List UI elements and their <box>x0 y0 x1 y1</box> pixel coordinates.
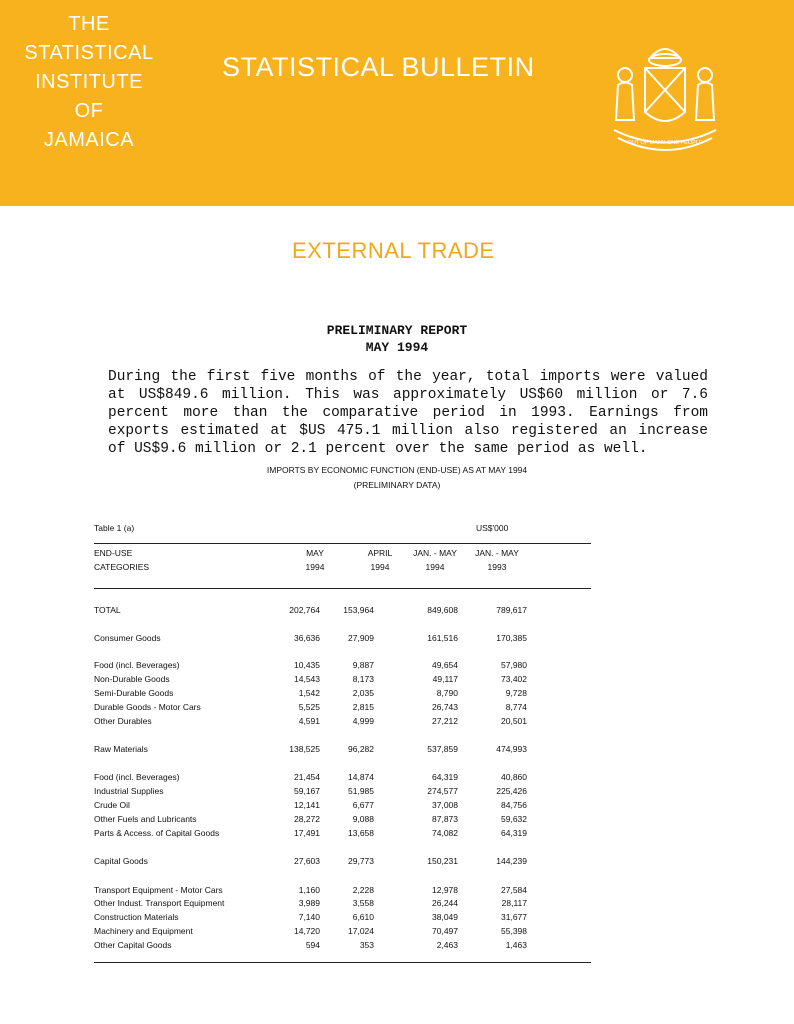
row-label: Transport Equipment - Motor Cars <box>94 885 223 895</box>
row-value: 36,636 <box>294 633 320 643</box>
row-value: 84,756 <box>501 800 527 810</box>
row-label: Other Capital Goods <box>94 940 172 950</box>
row-value: 789,617 <box>496 605 527 615</box>
institute-name <box>14 10 164 155</box>
row-label: Parts & Access. of Capital Goods <box>94 828 220 838</box>
row-value: 1,463 <box>505 940 527 950</box>
row-value: 274,577 <box>427 786 458 796</box>
row-value: 96,282 <box>348 744 374 754</box>
row-value: 21,454 <box>294 772 320 782</box>
row-value: 8,790 <box>436 688 458 698</box>
row-label: Crude Oil <box>94 800 130 810</box>
row-label: Food (incl. Beverages) <box>94 660 180 670</box>
row-value: 12,141 <box>294 800 320 810</box>
row-value: 1,160 <box>298 885 320 895</box>
row-value: 40,860 <box>501 772 527 782</box>
report-title-line: PRELIMINARY REPORT <box>326 323 468 338</box>
coat-of-arms-icon <box>600 30 730 160</box>
row-value: 27,909 <box>348 633 374 643</box>
row-value: 7,140 <box>298 912 320 922</box>
row-value: 849,608 <box>427 605 458 615</box>
row-value: 37,008 <box>432 800 458 810</box>
table-rule-top <box>94 543 591 544</box>
header-col-line: 1994 <box>305 562 325 572</box>
row-value: 26,244 <box>432 898 458 908</box>
header-end-use <box>94 546 149 574</box>
row-value: 474,993 <box>496 744 527 754</box>
row-value: 14,543 <box>294 674 320 684</box>
row-value: 70,497 <box>432 926 458 936</box>
intro-paragraph: During the first five months of the year, total imports were valued at US$849.6 million. This was approximately US$60 million or 7.6 percent more than the comparative period in 1993. Earnings from exports estimated at $US 475.1 million also registered an increase of US$9.6 million or 2.1 percent over the same period as well. <box>108 369 708 457</box>
row-value: 64,319 <box>432 772 458 782</box>
row-value: 1,542 <box>298 688 320 698</box>
row-value: 57,980 <box>501 660 527 670</box>
section-title: EXTERNAL TRADE <box>292 238 495 263</box>
row-value: 49,654 <box>432 660 458 670</box>
row-value: 138,525 <box>289 744 320 754</box>
row-label: Other Durables <box>94 716 152 726</box>
row-label: TOTAL <box>94 605 121 615</box>
row-value: 38,049 <box>432 912 458 922</box>
header-col-may-1994 <box>280 546 350 574</box>
row-value: 2,228 <box>352 885 374 895</box>
row-label: Capital Goods <box>94 856 148 866</box>
row-value: 64,319 <box>501 828 527 838</box>
row-value: 29,773 <box>348 856 374 866</box>
row-value: 27,584 <box>501 885 527 895</box>
table-rule-bottom <box>94 962 591 963</box>
report-title <box>0 322 794 356</box>
row-value: 12,978 <box>432 885 458 895</box>
row-value: 13,658 <box>348 828 374 838</box>
row-value: 161,516 <box>427 633 458 643</box>
bulletin-title: STATISTICAL BULLETIN <box>222 52 535 82</box>
row-value: 4,591 <box>298 716 320 726</box>
institute-line: INSTITUTE <box>35 71 143 93</box>
header-col-line: 1993 <box>487 562 507 572</box>
institute-line: OF <box>74 100 104 122</box>
institute-line: THE <box>68 13 110 35</box>
row-value: 3,989 <box>298 898 320 908</box>
row-value: 8,173 <box>352 674 374 684</box>
table-caption-sub: (PRELIMINARY DATA) <box>353 480 441 490</box>
row-value: 49,117 <box>432 674 458 684</box>
institute-line: STATISTICAL <box>24 42 154 64</box>
row-value: 10,435 <box>294 660 320 670</box>
row-value: 59,632 <box>501 814 527 824</box>
row-value: 74,082 <box>432 828 458 838</box>
row-value: 9,887 <box>352 660 374 670</box>
row-value: 153,964 <box>343 605 374 615</box>
row-label: Durable Goods - Motor Cars <box>94 702 201 712</box>
row-value: 170,385 <box>496 633 527 643</box>
row-value: 8,774 <box>505 702 527 712</box>
row-value: 9,728 <box>505 688 527 698</box>
row-value: 225,426 <box>496 786 527 796</box>
row-value: 17,491 <box>294 828 320 838</box>
row-value: 14,720 <box>294 926 320 936</box>
row-value: 353 <box>359 940 374 950</box>
row-label: Consumer Goods <box>94 633 161 643</box>
row-value: 537,859 <box>427 744 458 754</box>
row-label: Industrial Supplies <box>94 786 164 796</box>
row-value: 9,088 <box>352 814 374 824</box>
table-unit: US$'000 <box>476 523 509 533</box>
row-value: 20,501 <box>501 716 527 726</box>
row-value: 14,874 <box>348 772 374 782</box>
header-col-line: JAN. - MAY <box>475 548 519 558</box>
row-value: 594 <box>305 940 320 950</box>
row-value: 2,463 <box>436 940 458 950</box>
row-value: 55,398 <box>501 926 527 936</box>
row-value: 2,035 <box>352 688 374 698</box>
table-caption <box>0 463 794 493</box>
row-value: 17,024 <box>348 926 374 936</box>
row-value: 31,677 <box>501 912 527 922</box>
row-value: 59,167 <box>294 786 320 796</box>
row-label: Other Indust. Transport Equipment <box>94 898 225 908</box>
header-band <box>0 0 794 206</box>
row-label: Semi-Durable Goods <box>94 688 174 698</box>
header-col-line: APRIL <box>367 548 393 558</box>
row-value: 6,677 <box>352 800 374 810</box>
row-label: Non-Durable Goods <box>94 674 170 684</box>
header-label-line: END-USE <box>94 548 133 558</box>
header-col-jan-may-1993 <box>462 546 532 574</box>
row-value: 5,525 <box>298 702 320 712</box>
row-label: Machinery and Equipment <box>94 926 193 936</box>
header-col-jan-may-1994 <box>400 546 470 574</box>
table-caption-title: IMPORTS BY ECONOMIC FUNCTION (END-USE) AS AT MAY 1994 <box>266 465 528 475</box>
row-value: 87,873 <box>432 814 458 824</box>
row-value: 28,117 <box>501 898 527 908</box>
row-label: Other Fuels and Lubricants <box>94 814 197 824</box>
row-label: Food (incl. Beverages) <box>94 772 180 782</box>
table-rule-header <box>94 588 591 589</box>
row-value: 26,743 <box>432 702 458 712</box>
row-value: 202,764 <box>289 605 320 615</box>
row-label: Raw Materials <box>94 744 148 754</box>
row-value: 4,999 <box>352 716 374 726</box>
header-col-line: MAY <box>306 548 324 558</box>
row-value: 6,610 <box>352 912 374 922</box>
row-value: 27,603 <box>294 856 320 866</box>
row-value: 3,558 <box>352 898 374 908</box>
row-value: 27,212 <box>432 716 458 726</box>
row-value: 2,815 <box>352 702 374 712</box>
row-value: 28,272 <box>294 814 320 824</box>
table-ref: Table 1 (a) <box>94 523 135 533</box>
row-value: 73,402 <box>501 674 527 684</box>
header-col-line: JAN. - MAY <box>413 548 457 558</box>
row-label: Construction Materials <box>94 912 179 922</box>
row-value: 144,239 <box>496 856 527 866</box>
header-label-line: CATEGORIES <box>94 562 150 572</box>
row-value: 51,985 <box>348 786 374 796</box>
motto: OUT OF MANY ONE PEOPLE <box>627 140 703 146</box>
row-value: 150,231 <box>427 856 458 866</box>
header-col-line: 1994 <box>425 562 445 572</box>
header-col-line: 1994 <box>370 562 390 572</box>
report-period: MAY 1994 <box>365 340 429 355</box>
institute-line: JAMAICA <box>43 129 135 151</box>
